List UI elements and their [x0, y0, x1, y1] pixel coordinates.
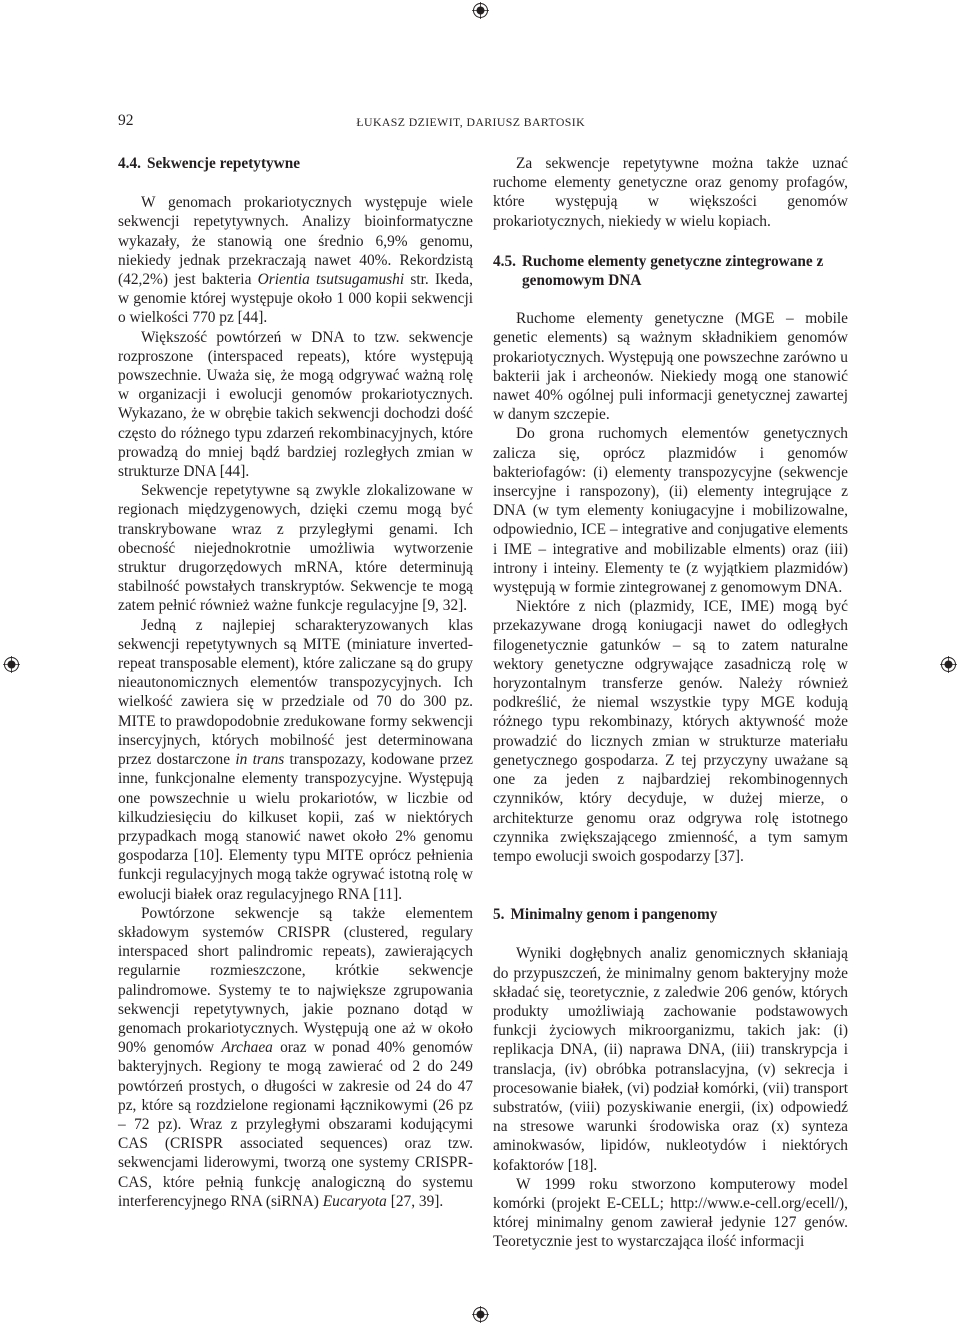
right-column: [493, 154, 848, 1252]
paragraph: Powtórzone sekwencje są także elementem składowym systemów CRISPR (clustered, regulary interspaced short palindromic repeats), zawierających regularnie rozmieszczone, krótkie sekwencje palindromowe. Systemy te to największe zgrupowania sekwencji repetytywnych, jakie poznano dotąd w genomach prokariotycznych. Występują one aż w około 90% genomów Archaea oraz w ponad 40% genomów bakteryjnych. Regiony te mogą zawierać od 2 do 249 powtórzeń prostych, o długości w zakresie od 24 do 47 pz, które są rozdzielone regionami łącznikowymi (26 pz – 72 pz). Wraz z przyległymi obszarami kodującymi CAS (CRISPR associated sequences) oraz tzw. sekwencjami liderowymi, tworzą one systemy CRISPR-CAS, które pełnią funkcję analogiczną do systemu interferencyjnego RNA (siRNA) Eucaryota [27, 39].: [118, 904, 474, 1210]
italic-term: in trans: [235, 751, 285, 769]
registration-mark-icon: [472, 2, 489, 19]
section-number: 4.4.: [118, 155, 141, 172]
taxon-name: Archaea: [221, 1039, 273, 1057]
section-number: 4.5.: [493, 252, 516, 270]
page-header: [118, 112, 849, 134]
paragraph: W genomach prokariotycznych występuje wiele sekwencji repetytywnych. Analizy bioinformatyczne wykazały, że stanowią one średnio 6,9% genomu, niekiedy jednak przekraczają nawet 40%. Rekordzistą (42,2%) jest bakteria Orientia tsutsugamushi str. Ikeda, w genomie której występuje około 1 000 kopii sekwencji o wielkości 770 pz [44].: [118, 194, 473, 327]
section-title: Minimalny genom i pangenomy: [510, 906, 718, 924]
section-heading-5: [493, 905, 848, 924]
registration-mark-icon: [940, 656, 957, 673]
paragraph: Niektóre z nich (plazmidy, ICE, IME) mogą być przekazywane drogą koniugacji nawet do odległych filogenetycznie gatunków – są to zatem naturalne wektory genetyczne odgrywające zasadniczą rolę w horyzontalnym transferze genów. Należy również podkreślić, że niemal wszystkie typy MGE kodują różnego typu rekombinazy, których aktywność może prowadzić do licznych zmian w strukturze materiału genetycznego gospodarza. Z tej przyczyny uważane są one za jeden z najbardziej rekombinogennych czynników, który decyduje, w dużej mierze, o architekturze genomu oraz odgrywa rolę istotnego czynnika zwiększającego zmienność, a tym samym tempo ewolucji swoich gospodarzy [37].: [493, 598, 848, 865]
paragraph: Wyniki dogłębnych analiz genomicznych skłaniają do przypuszczeń, że minimalny genom bakteryjny może składać się, teoretycznie, z zaledwie 206 genów, których produkty umożliwiają zachowanie podstawowych funkcji życiowych mikroorganizmu, takich jak: (i) replikacja DNA, (ii) naprawa DNA, (iii) transkrypcja i translacja, (iv) obróbka potranslacyjna, (v) sekrecja i procesowanie białek, (vi) podział komórki, (vii) transport substratów, (viii) pozyskiwanie energii, (ix) odpowiedź na stresowe warunki środowiska oraz (x) synteza aminokwasów, lipidów, nukleotydów i niektórych kofaktorów [18].: [493, 945, 848, 1174]
paragraph: W 1999 roku stworzono komputerowy model komórki (projekt E-CELL; http://www.e-cell.org/ecell/), której minimalny genom zawierał jedynie 127 genów. Teoretycznie jest to wystarczająca ilość informacji: [493, 1175, 848, 1251]
paragraph: Ruchome elementy genetyczne (MGE – mobile genetic elements) są ważnym składnikiem genomów prokariotycznych. Występują one powszechne zarówno u bakterii jak i archeonów. Niekiedy mogą one stanowić nawet 40% ogólnej puli informacji genetycznej zawartej w danym szczepie.: [493, 310, 848, 424]
section-title: Sekwencje repetytywne: [146, 155, 301, 172]
taxon-name: Eucaryota: [322, 1192, 387, 1210]
section-heading-4-4: [118, 154, 473, 173]
page-number: 92: [118, 112, 134, 129]
paragraph: Za sekwencje repetytywne można także uznać ruchome elementy genetyczne oraz genomy profagów, które występują w większości genomów prokariotycznych, niekiedy w wielu kopiach.: [493, 155, 848, 230]
section-heading-4-5: [493, 252, 848, 290]
section-number: 5.: [493, 906, 505, 924]
registration-mark-icon: [472, 1306, 489, 1323]
section-title: Ruchome elementy genetyczne zintegrowane z genomowym DNA: [521, 252, 824, 290]
left-column: [118, 154, 473, 1211]
paragraph: Do grona ruchomych elementów genetycznych zalicza się, oprócz plazmidów i genomów bakteriofagów: (i) elementy transpozycyjne (sekwencje insercyjne i ranspozony), (ii) elementy integrujące z DNA (w tym elementy koniugacyjne i mobilizowalne, odpowiednio, ICE – integrative and conjugative elements i IME – integrative and mobilizable elments) oraz (iii) introny i inteiny. Elementy te (z wyjątkiem plazmidów) występują w formie zintegrowanej z genomowym DNA.: [493, 425, 848, 597]
running-head-authors: ŁUKASZ DZIEWIT, DARIUSZ BARTOSIK: [356, 115, 585, 129]
paragraph: Większość powtórzeń w DNA to tzw. sekwencje rozproszone (interspaced repeats), które występują powszechnie. Uważa się, że mogą odgrywać ważną rolę w organizacji i ewolucji genomów prokariotycznych. Wykazano, że w obrębie takich sekwencji dochodzi dość często do różnego typu zdarzeń rekombinacyjnych, które prowadzą do mniej bądź bardziej rozległych zmian w strukturze DNA [44].: [118, 328, 473, 481]
species-name: Orientia tsutsugamushi: [257, 271, 405, 289]
paragraph: Jedną z najlepiej scharakteryzowanych klas sekwencji repetytywnych są MITE (miniature inverted-repeat transposable element), które zaliczane są do grupy nieautonomicznych elementów transpozycyjnych. Ich wielkość zawiera się w przedziale od 70 do 300 pz. MITE to prawdopodobnie zredukowane formy sekwencji insercyjnych, których mobilność jest determinowana przez dostarczone in trans transpozazy, kodowane przez inne, funkcjonalne elementy transpozycyjne. Występują one powszechnie u wielu prokariotów, w liczbie od kilkudziesięciu do kilkuset kopii, zaś w niektórych przypadkach mogą stanowić nawet około 2% genomu gospodarza [10]. Elementy typu MITE oprócz pełnienia funkcji regulacyjnych mogą także ogrywać istotną rolę w ewolucji białek oraz regulacyjnego RNA [11].: [118, 616, 473, 903]
paragraph: Sekwencje repetytywne są zwykle zlokalizowane w regionach międzygenowych, dzięki czemu mogą być transkrybowane wraz z przyległymi genami. Ich obecność niejednokrotnie umożliwia wytworzenie struktur drugorzędowych mRNA, które determinują stabilność powstałych transkryptów. Sekwencje te mogą zatem pełnić również ważne funkcje regulacyjne [9, 32].: [118, 482, 473, 615]
registration-mark-icon: [3, 656, 20, 673]
